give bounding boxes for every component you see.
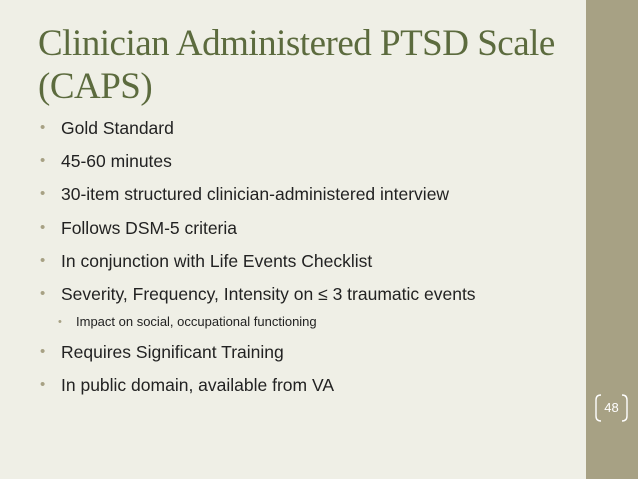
bullet-text: Gold Standard xyxy=(61,118,174,138)
bullet-item xyxy=(40,283,531,305)
sub-bullet-item xyxy=(40,314,560,330)
bullet-item xyxy=(40,374,560,396)
page-number: 48 xyxy=(604,400,619,415)
bullet-icon: • xyxy=(40,343,46,361)
bullet-item xyxy=(40,250,560,272)
bullet-icon: • xyxy=(40,284,46,302)
bullet-item xyxy=(40,341,560,363)
sub-bullet-icon: • xyxy=(58,316,62,329)
bullet-text: 30-item structured clinician-administered interview xyxy=(61,184,450,205)
bullet-item xyxy=(40,183,560,205)
bullet-text: Severity, Frequency, Intensity on ≤ 3 traumatic events xyxy=(61,283,476,304)
bullet-icon: • xyxy=(40,185,46,203)
slide-title: Clinician Administered PTSD Scale (CAPS) xyxy=(38,23,555,107)
bullet-text: In conjunction with Life Events Checklist xyxy=(61,250,373,271)
bullet-list xyxy=(40,117,560,408)
sub-bullet-text: Impact on social, occupational functioning xyxy=(76,314,317,330)
bullet-item xyxy=(40,150,560,172)
bullet-item xyxy=(40,117,560,139)
bullet-text: Requires Significant Training xyxy=(61,342,284,363)
bullet-icon: • xyxy=(40,376,46,394)
bullet-text: In public domain, available from VA xyxy=(61,375,335,396)
bullet-icon: • xyxy=(40,218,46,236)
bullet-text: Follows DSM-5 criteria xyxy=(61,217,237,238)
page-number-badge xyxy=(594,393,629,423)
bullet-icon: • xyxy=(40,152,46,170)
bullet-icon: • xyxy=(40,119,46,136)
bullet-text: 45-60 minutes xyxy=(61,151,172,172)
bullet-item xyxy=(40,217,560,239)
bullet-icon: • xyxy=(40,251,46,269)
